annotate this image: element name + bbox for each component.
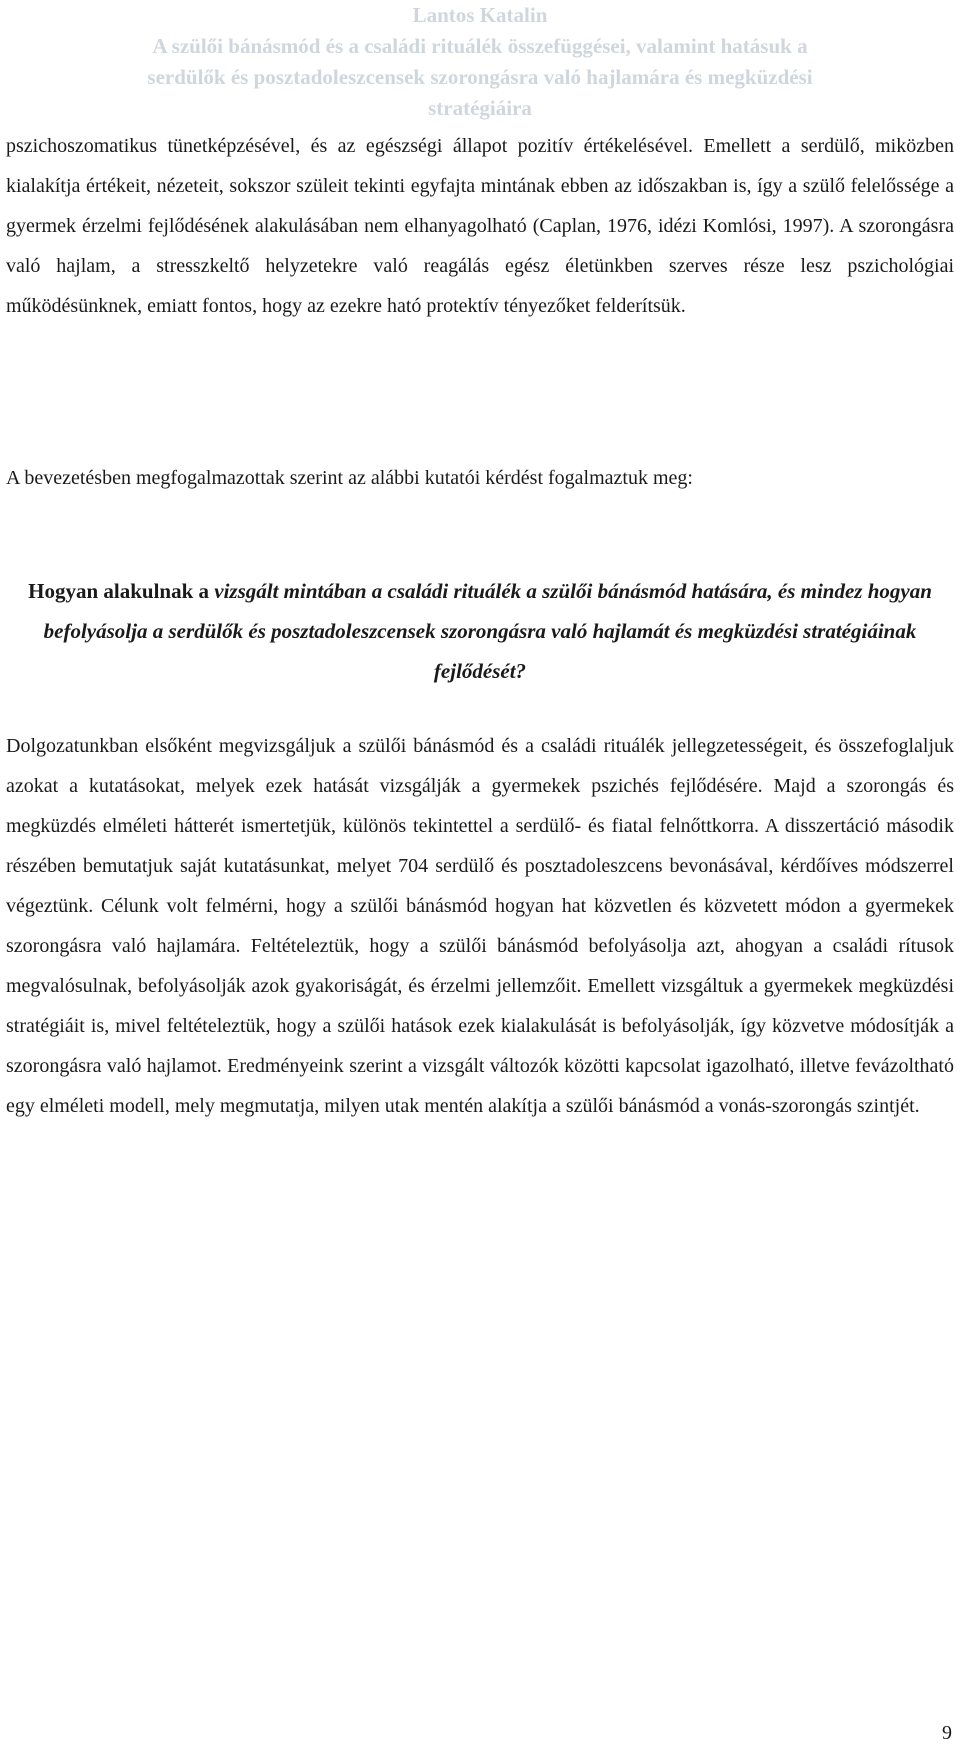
paragraph-continuation: pszichoszomatikus tünetképzésével, és az egészségi állapot pozitív értékelésével. Emellett a serdülő, miközben kialakítja értékeit, nézeteit, sokszor szüleit tekinti egyfajta mintának ebben az időszakban is, így a szülő felelőssége a gyermek érzelmi fejlődésének alakulásában nem elhanyagolható (Caplan, 1976, idézi Komlósi, 1997). A szorongásra való hajlam, a stresszkeltő helyzetekre való reagálás egész életünkben szerves része lesz pszichológiai működésünknek, emiatt fontos, hogy az ezekre ható protektív tényezőket felderítsük. xyxy=(6,135,954,317)
research-question-lead: Hogyan alakulnak a xyxy=(28,579,215,603)
research-question-italic: vizsgált mintában a családi rituálék a szülői bánásmód hatására, és mindez hogyan befolyásolja a serdülők és posztadoleszcensek szorongásra való hajlamát és megküzdési stratégiáinak fejlődését? xyxy=(43,579,932,683)
header-author: Lantos Katalin xyxy=(412,3,548,27)
research-question xyxy=(6,571,954,691)
page-number: 9 xyxy=(942,1722,952,1744)
running-header xyxy=(0,0,960,124)
header-title-line-1: A szülői bánásmód és a családi rituálék összefüggései, valamint hatásuk a xyxy=(152,34,808,58)
header-title-line-3: stratégiáira xyxy=(428,96,532,120)
paragraph-summary: Dolgozatunkban elsőként megvizsgáljuk a szülői bánásmód és a családi rituálék jellegzetességeit, és összefoglaljuk azokat a kutatásokat, melyek ezek hatását vizsgálják a gyermekek pszichés fejlődésére. Majd a szorongás és megküzdés elméleti hátterét ismertetjük, különös tekintettel a serdülő- és fiatal felnőttkorra. A disszertáció második részében bemutatjuk saját kutatásunkat, melyet 704 serdülő és posztadoleszcens bevonásával, kérdőíves módszerrel végeztünk. Célunk volt felmérni, hogy a szülői bánásmód hogyan hat közvetlen és közvetett módon a gyermekek szorongásra való hajlamára. Feltételeztük, hogy a szülői bánásmód befolyásolja azt, ahogyan a családi rítusok megvalósulnak, befolyásolják azok gyakoriságát, és érzelmi jellemzőit. Emellett vizsgáltuk a gyermekek megküzdési stratégiáit is, mivel feltételeztük, hogy a szülői hatások ezek kialakulását is befolyásolják, így közvetve módosítják a szorongásra való hajlamot. Eredményeink szerint a vizsgált változók közötti kapcsolat igazolható, illetve fevázolthatό egy elméleti modell, mely megmutatja, milyen utak mentén alakítja a szülői bánásmód a vonás-szorongás szintjét. xyxy=(6,735,954,1117)
paragraph-intro-question: A bevezetésben megfogalmazottak szerint az alábbi kutatói kérdést fogalmaztuk meg: xyxy=(6,467,693,489)
header-title-line-2: serdülők és posztadoleszcensek szorongásra való hajlamára és megküzdési xyxy=(147,65,813,89)
